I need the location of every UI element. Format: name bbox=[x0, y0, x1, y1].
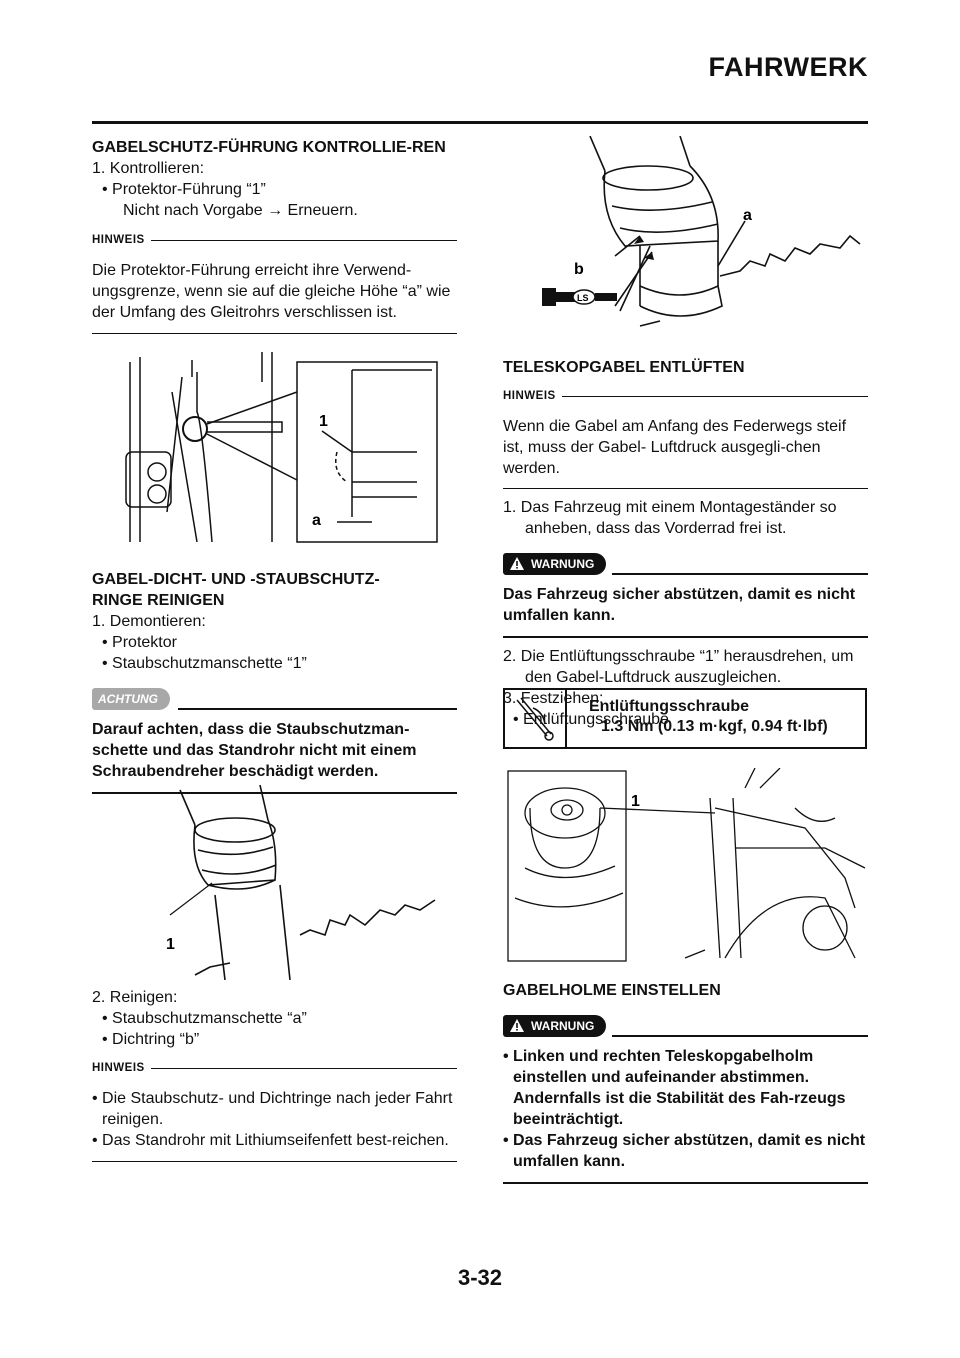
ls-label: LS bbox=[577, 293, 589, 303]
fig4-label-1: 1 bbox=[631, 793, 640, 810]
warning-label: WARNUNG bbox=[531, 1018, 595, 1033]
note-label: HINWEIS bbox=[92, 1062, 145, 1074]
warning-end-rule bbox=[503, 636, 868, 638]
action-replace: Nicht nach Vorgabe → Erneuern. bbox=[123, 202, 358, 219]
warning-support-vehicle: • Das Fahrzeug sicher abstützen, damit es nicht umfallen kann. bbox=[503, 1132, 866, 1170]
note-end-rule bbox=[92, 1161, 457, 1162]
caution-text: Darauf achten, dass die Staubschutzman-schette und das Standrohr nicht mit einem Schraubendreher beschädigt werden. bbox=[92, 721, 417, 780]
section-protector-guide bbox=[92, 137, 457, 334]
page-header-title: FAHRWERK bbox=[708, 52, 868, 82]
step-remove: 1. Demontieren: bbox=[92, 613, 206, 630]
step-check: 1. Kontrollieren: bbox=[92, 160, 205, 177]
step-clean: 2. Reinigen: bbox=[92, 989, 178, 1006]
fig1-label-1: 1 bbox=[319, 413, 328, 430]
header-rule bbox=[92, 121, 868, 124]
warning-adjust-both-legs: • Linken und rechten Teleskopgabelholm einstellen und aufeinander abstimmen. Andernfalls ist die Stabilität des Fah-rzeugs beeinträchtigt. bbox=[503, 1048, 846, 1128]
bullet-protector: • Protektor bbox=[102, 634, 177, 651]
fig3-label-a: a bbox=[743, 207, 752, 224]
step-tighten: 3. Festziehen: bbox=[503, 690, 604, 707]
warning-end-rule bbox=[503, 1182, 868, 1184]
fig3-label-b: b bbox=[574, 261, 584, 278]
note-clean-after-ride: • Die Staubschutz- und Dichtringe nach jeder Fahrt reinigen. bbox=[92, 1090, 453, 1128]
fig1-label-a: a bbox=[312, 512, 321, 529]
warning-badge bbox=[503, 1015, 606, 1037]
note-text-wear-limit: Die Protektor-Führung erreicht ihre Verwend-ungsgrenze, wenn sie auf die gleiche Höhe “a” wie der Umfang des Gleitrohrs verschlissen ist. bbox=[92, 262, 451, 321]
warning-triangle-icon bbox=[509, 556, 525, 572]
section-title-bleed-fork: TELESKOPGABEL ENTLÜFTEN bbox=[503, 359, 745, 376]
warning-label: WARNUNG bbox=[531, 556, 595, 571]
torque-value: 1.3 Nm (0.13 m·kgf, 0.94 ft·lbf) bbox=[601, 718, 828, 735]
page-number: 3-32 bbox=[457, 1265, 503, 1290]
torque-part-name: Entlüftungsschraube bbox=[589, 698, 750, 715]
section-clean-step bbox=[92, 987, 457, 1162]
bullet-oil-seal-b: • Dichtring “b” bbox=[102, 1031, 200, 1048]
section-title-protector-guide: GABELSCHUTZ-FÜHRUNG KONTROLLIE-REN bbox=[92, 139, 446, 156]
section-clean-seals bbox=[92, 569, 457, 794]
section-adjust-fork-legs bbox=[503, 980, 868, 1184]
note-lithium-grease: • Das Standrohr mit Lithiumseifenfett best-reichen. bbox=[92, 1132, 449, 1149]
figure-dust-seal bbox=[150, 785, 450, 980]
ls-grease-icon bbox=[542, 288, 617, 306]
bullet-protector-guide: • Protektor-Führung “1” bbox=[102, 181, 266, 198]
figure-protector-guide bbox=[112, 352, 442, 548]
section-bleed-fork bbox=[503, 357, 868, 730]
warning-triangle-icon bbox=[509, 1018, 525, 1034]
warning-rule bbox=[612, 573, 868, 575]
figure-bleed-screw-location bbox=[505, 768, 870, 968]
note-text-air-pressure: Wenn die Gabel am Anfang des Federwegs steif ist, muss der Gabel- Luftdruck ausgegli-chen werden. bbox=[503, 418, 847, 477]
note-end-rule bbox=[503, 488, 868, 489]
torque-spec-box bbox=[503, 688, 867, 749]
warning-rule bbox=[612, 1035, 868, 1037]
step-loosen-bleed-screw: 2. Die Entlüftungsschraube “1” herausdrehen, um den Gabel-Luftdruck auszugleichen. bbox=[503, 648, 854, 686]
note-rule bbox=[151, 240, 457, 241]
bullet-dust-seal-a: • Staubschutzmanschette “a” bbox=[102, 1010, 307, 1027]
bullet-bleed-screw: • Entlüftungsschraube bbox=[513, 711, 669, 728]
section-title-adjust-fork-legs: GABELHOLME EINSTELLEN bbox=[503, 982, 721, 999]
bullet-dust-seal: • Staubschutzmanschette “1” bbox=[102, 655, 307, 672]
step-lift-vehicle: 1. Das Fahrzeug mit einem Montageständer so anheben, dass das Vorderrad frei ist. bbox=[503, 499, 837, 537]
torque-wrench-icon bbox=[505, 690, 565, 747]
note-rule bbox=[151, 1068, 457, 1069]
figure-seals-grease bbox=[540, 136, 870, 336]
note-end-rule bbox=[92, 333, 457, 334]
note-label: HINWEIS bbox=[92, 234, 145, 246]
warning-text-support: Das Fahrzeug sicher abstützen, damit es nicht umfallen kann. bbox=[503, 586, 856, 624]
caution-badge: ACHTUNG bbox=[92, 688, 170, 710]
fig2-label-1: 1 bbox=[166, 936, 175, 953]
note-rule bbox=[562, 396, 868, 397]
caution-rule bbox=[178, 708, 457, 710]
section-title-clean-seals: GABEL-DICHT- UND -STAUBSCHUTZ-RINGE REINIGEN bbox=[92, 571, 380, 609]
torque-wrench-icon-cell bbox=[505, 690, 567, 747]
warning-badge bbox=[503, 553, 606, 575]
note-label: HINWEIS bbox=[503, 390, 556, 402]
